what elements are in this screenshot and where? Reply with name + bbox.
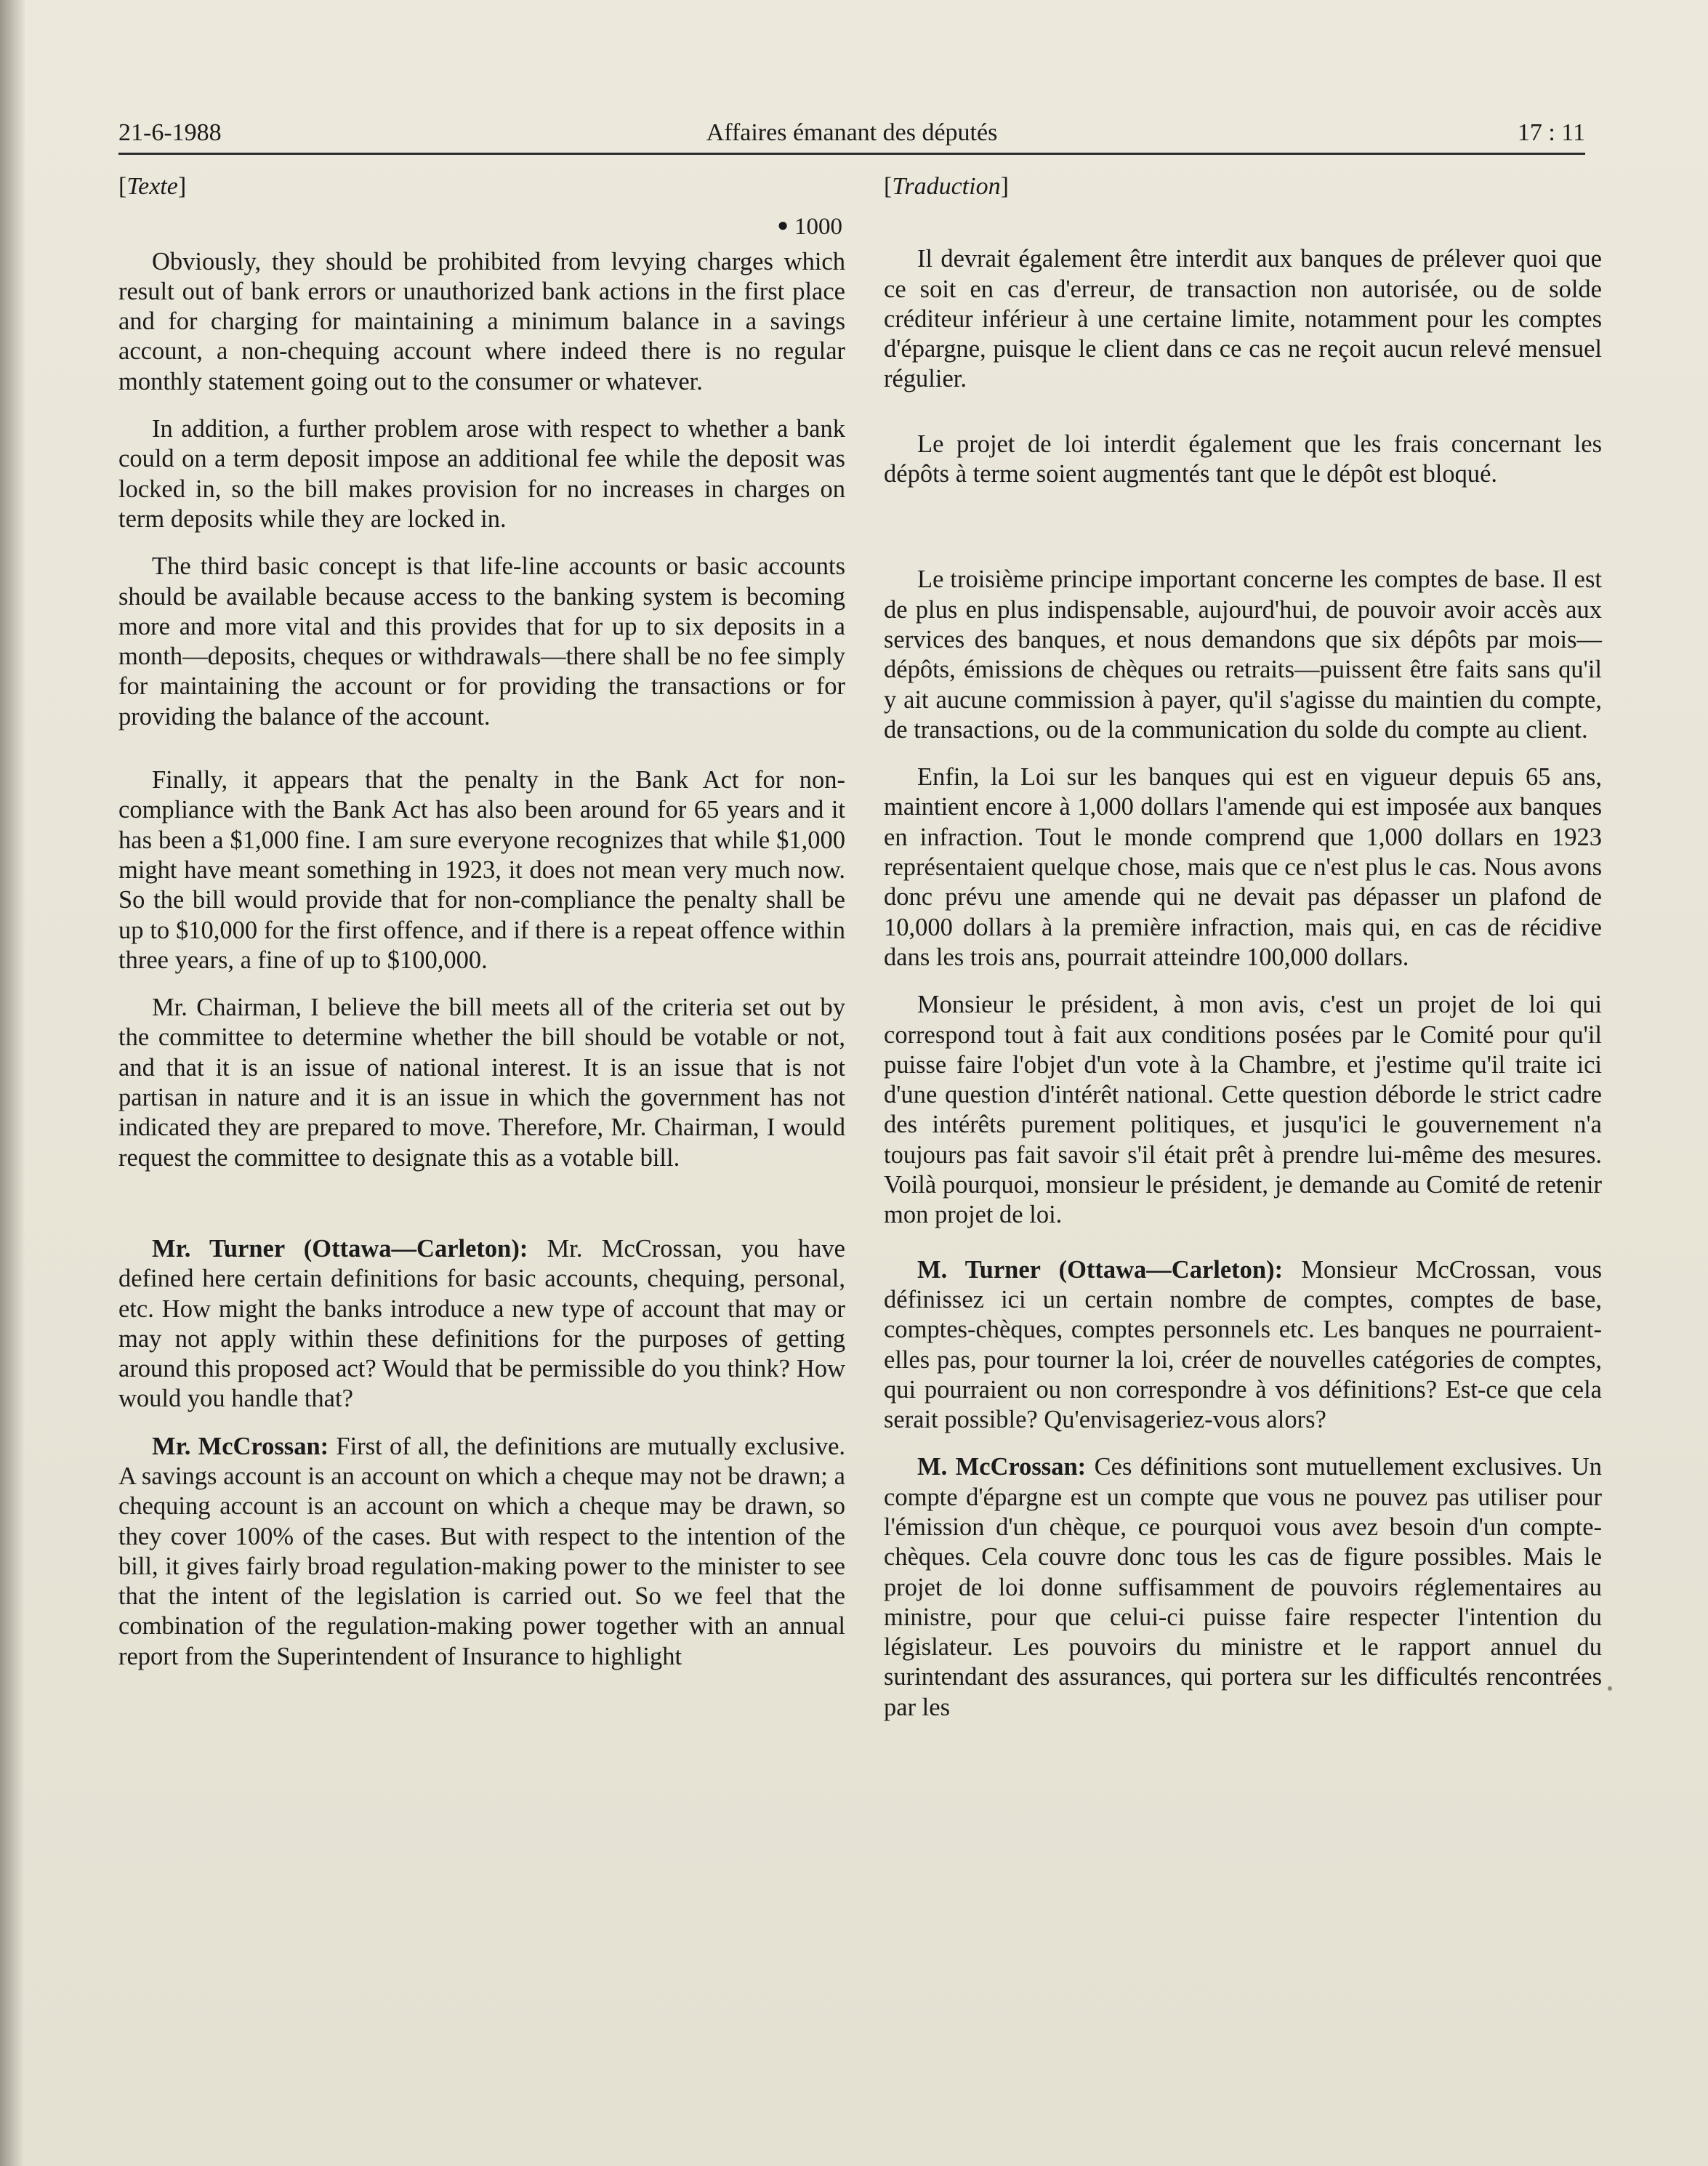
header-page-number: 17 : 11 xyxy=(1517,119,1585,146)
paragraph: Monsieur le président, à mon avis, c'est un projet de loi qui correspond tout à fait aux conditions posées par le Comité pour qu'il puisse faire l'objet d'un vote à la Chambre, et j'estime qu'il traite ici d'une question d'intérêt national. Cette question déborde le strict cadre des intérêts purement politiques, et jusqu'ici le gouvernement n'a toujours pas fait savoir s'il était prêt à prendre lui-même des mesures. Voilà pourquoi, monsieur le président, je demande au Comité de retenir mon projet de loi. xyxy=(884,991,1602,1229)
paragraph: Il devrait également être interdit aux banques de prélever quoi que ce soit en cas d'erreur, de transaction non autorisée, ou de solde créditeur inférieur à une certaine limite, notamment pour les comptes d'épargne, puisque le client dans ce cas ne reçoit aucun relevé mensuel régulier. xyxy=(884,245,1602,393)
header-date: 21-6-1988 xyxy=(118,119,222,146)
header-title: Affaires émanant des députés xyxy=(706,119,998,146)
speech-turner: Mr. Turner (Ottawa—Carleton): Mr. McCrossan, you have defined here certain definitions for basic accounts, chequing, personal, etc. How might the banks introduce a new type of account that may or may not apply within these definitions for the purposes of getting around this proposed act? Would that be permissible do you think? How would you handle that? xyxy=(118,1234,845,1413)
paragraph: In addition, a further problem arose with respect to whether a bank could on a term deposit impose an additional fee while the deposit was locked in, so the bill makes provision for no increases in charges on term deposits while they are locked in. xyxy=(118,415,845,533)
paragraph: Le troisième principe important concerne les comptes de base. Il est de plus en plus indispensable, aujourd'hui, de pouvoir avoir accès aux services des banques, et nous demandons que six dépôts par mois—dépôts, émissions de chèques ou retraits—puissent être faits sans qu'il y ait aucune commission à payer, qu'il s'agisse du maintien du compte, de transactions, ou de la communication du solde du compte au client. xyxy=(884,565,1602,744)
paragraph: The third basic concept is that life-line accounts or basic accounts should be available because access to the banking system is becoming more and more vital and this provides that for up to six deposits in a month—deposits, cheques or withdrawals—there shall be no fee simply for maintaining the account or for providing the transactions or for providing the balance of the account. xyxy=(118,552,845,730)
speech-mccrossan: M. McCrossan: Ces définitions sont mutuellement exclusives. Un compte d'épargne est un compte que vous ne pouvez pas utiliser pour l'émission d'un chèque, ce pourquoi vous avez besoin d'un compte-chèques. Cela couvre donc tous les cas de figure possibles. Mais le projet de loi donne suffisamment de pouvoirs réglementaires au ministre, pour que celui-ci puisse faire respecter l'intention du législateur. Les pouvoirs du ministre et le rapport annuel du surintendant des assurances, qui portera sur les difficultés rencontrées par les xyxy=(884,1453,1603,1721)
speaker-name: M. Turner (Ottawa—Carleton): xyxy=(917,1255,1284,1284)
text-label: [Texte] xyxy=(118,173,187,200)
paragraph: Obviously, they should be prohibited from levying charges which result out of bank errors or unauthorized bank actions in the first place and for charging for maintaining a minimum balance in a savings account, a non-chequing account where indeed there is no regular monthly statement going out to the consumer or whatever. xyxy=(118,247,845,395)
page-header xyxy=(118,118,1585,155)
margin-dot xyxy=(1608,1686,1612,1691)
paragraph: Le projet de loi interdit également que les frais concernant les dépôts à terme soient augmentés tant que le dépôt est bloqué. xyxy=(884,430,1602,488)
french-column xyxy=(884,172,1602,1740)
english-column xyxy=(118,172,845,1689)
paragraph: Enfin, la Loi sur les banques qui est en vigueur depuis 65 ans, maintient encore à 1,000 dollars l'amende qui est imposée aux banques en infraction. Tout le monde comprend que 1,000 dollars en 1923 représentaient quelque chose, mais que ce n'est plus le cas. Nous avons donc prévu une amende qui ne devait pas dépasser un plafond de 10,000 dollars à la première infraction, mais qui, en cas de récidive dans les trois ans, pourrait atteindre 100,000 dollars. xyxy=(884,763,1602,971)
bullet-icon: ● xyxy=(777,214,789,236)
paragraph: Finally, it appears that the penalty in the Bank Act for non-compliance with the Bank Act has also been around for 65 years and it has been a $1,000 fine. I am sure everyone recognizes that while $1,000 might have meant something in 1923, it does not mean very much now. So the bill would provide that for non-compliance the penalty shall be up to $10,000 for the first offence, and if there is a repeat offence within three years, a fine of up to $100,000. xyxy=(118,766,845,974)
paragraph: Mr. Chairman, I believe the bill meets all of the criteria set out by the committee to determine whether the bill should be votable or not, and that it is an issue of national interest. It is an issue that is not partisan in nature and it is an issue in which the government has not indicated they are prepared to move. Therefore, Mr. Chairman, I would request the committee to designate this as a votable bill. xyxy=(118,994,845,1172)
time-marker: ● 1000 xyxy=(777,214,842,241)
page-binding-shadow xyxy=(0,0,25,2166)
speaker-name: Mr. McCrossan: xyxy=(152,1432,329,1460)
speech-turner: M. Turner (Ottawa—Carleton): Monsieur McCrossan, vous définissez ici un certain nombre de comptes, comptes de base, comptes-chèques, comptes personnels etc. Les banques ne pourraient-elles pas, pour tourner la loi, créer de nouvelles catégories de comptes, qui pourraient ou non correspondre à vos définitions? Est-ce que cela serait possible? Qu'envisageriez-vous alors? xyxy=(884,1255,1602,1434)
speaker-name: M. McCrossan: xyxy=(917,1453,1087,1481)
speaker-name: Mr. Turner (Ottawa—Carleton): xyxy=(152,1234,528,1263)
translation-label: [Traduction] xyxy=(884,173,1009,200)
speech-mccrossan: Mr. McCrossan: First of all, the definitions are mutually exclusive. A savings account is an account on which a cheque may not be drawn; a chequing account is an account on which a cheque may be drawn, so they cover 100% of the cases. But with respect to the intention of the bill, it gives fairly broad regulation-making power to the minister to see that the intent of the legislation is carried out. So we feel that the combination of the regulation-making power together with an annual report from the Superintendent of Insurance to highlight xyxy=(118,1432,846,1670)
